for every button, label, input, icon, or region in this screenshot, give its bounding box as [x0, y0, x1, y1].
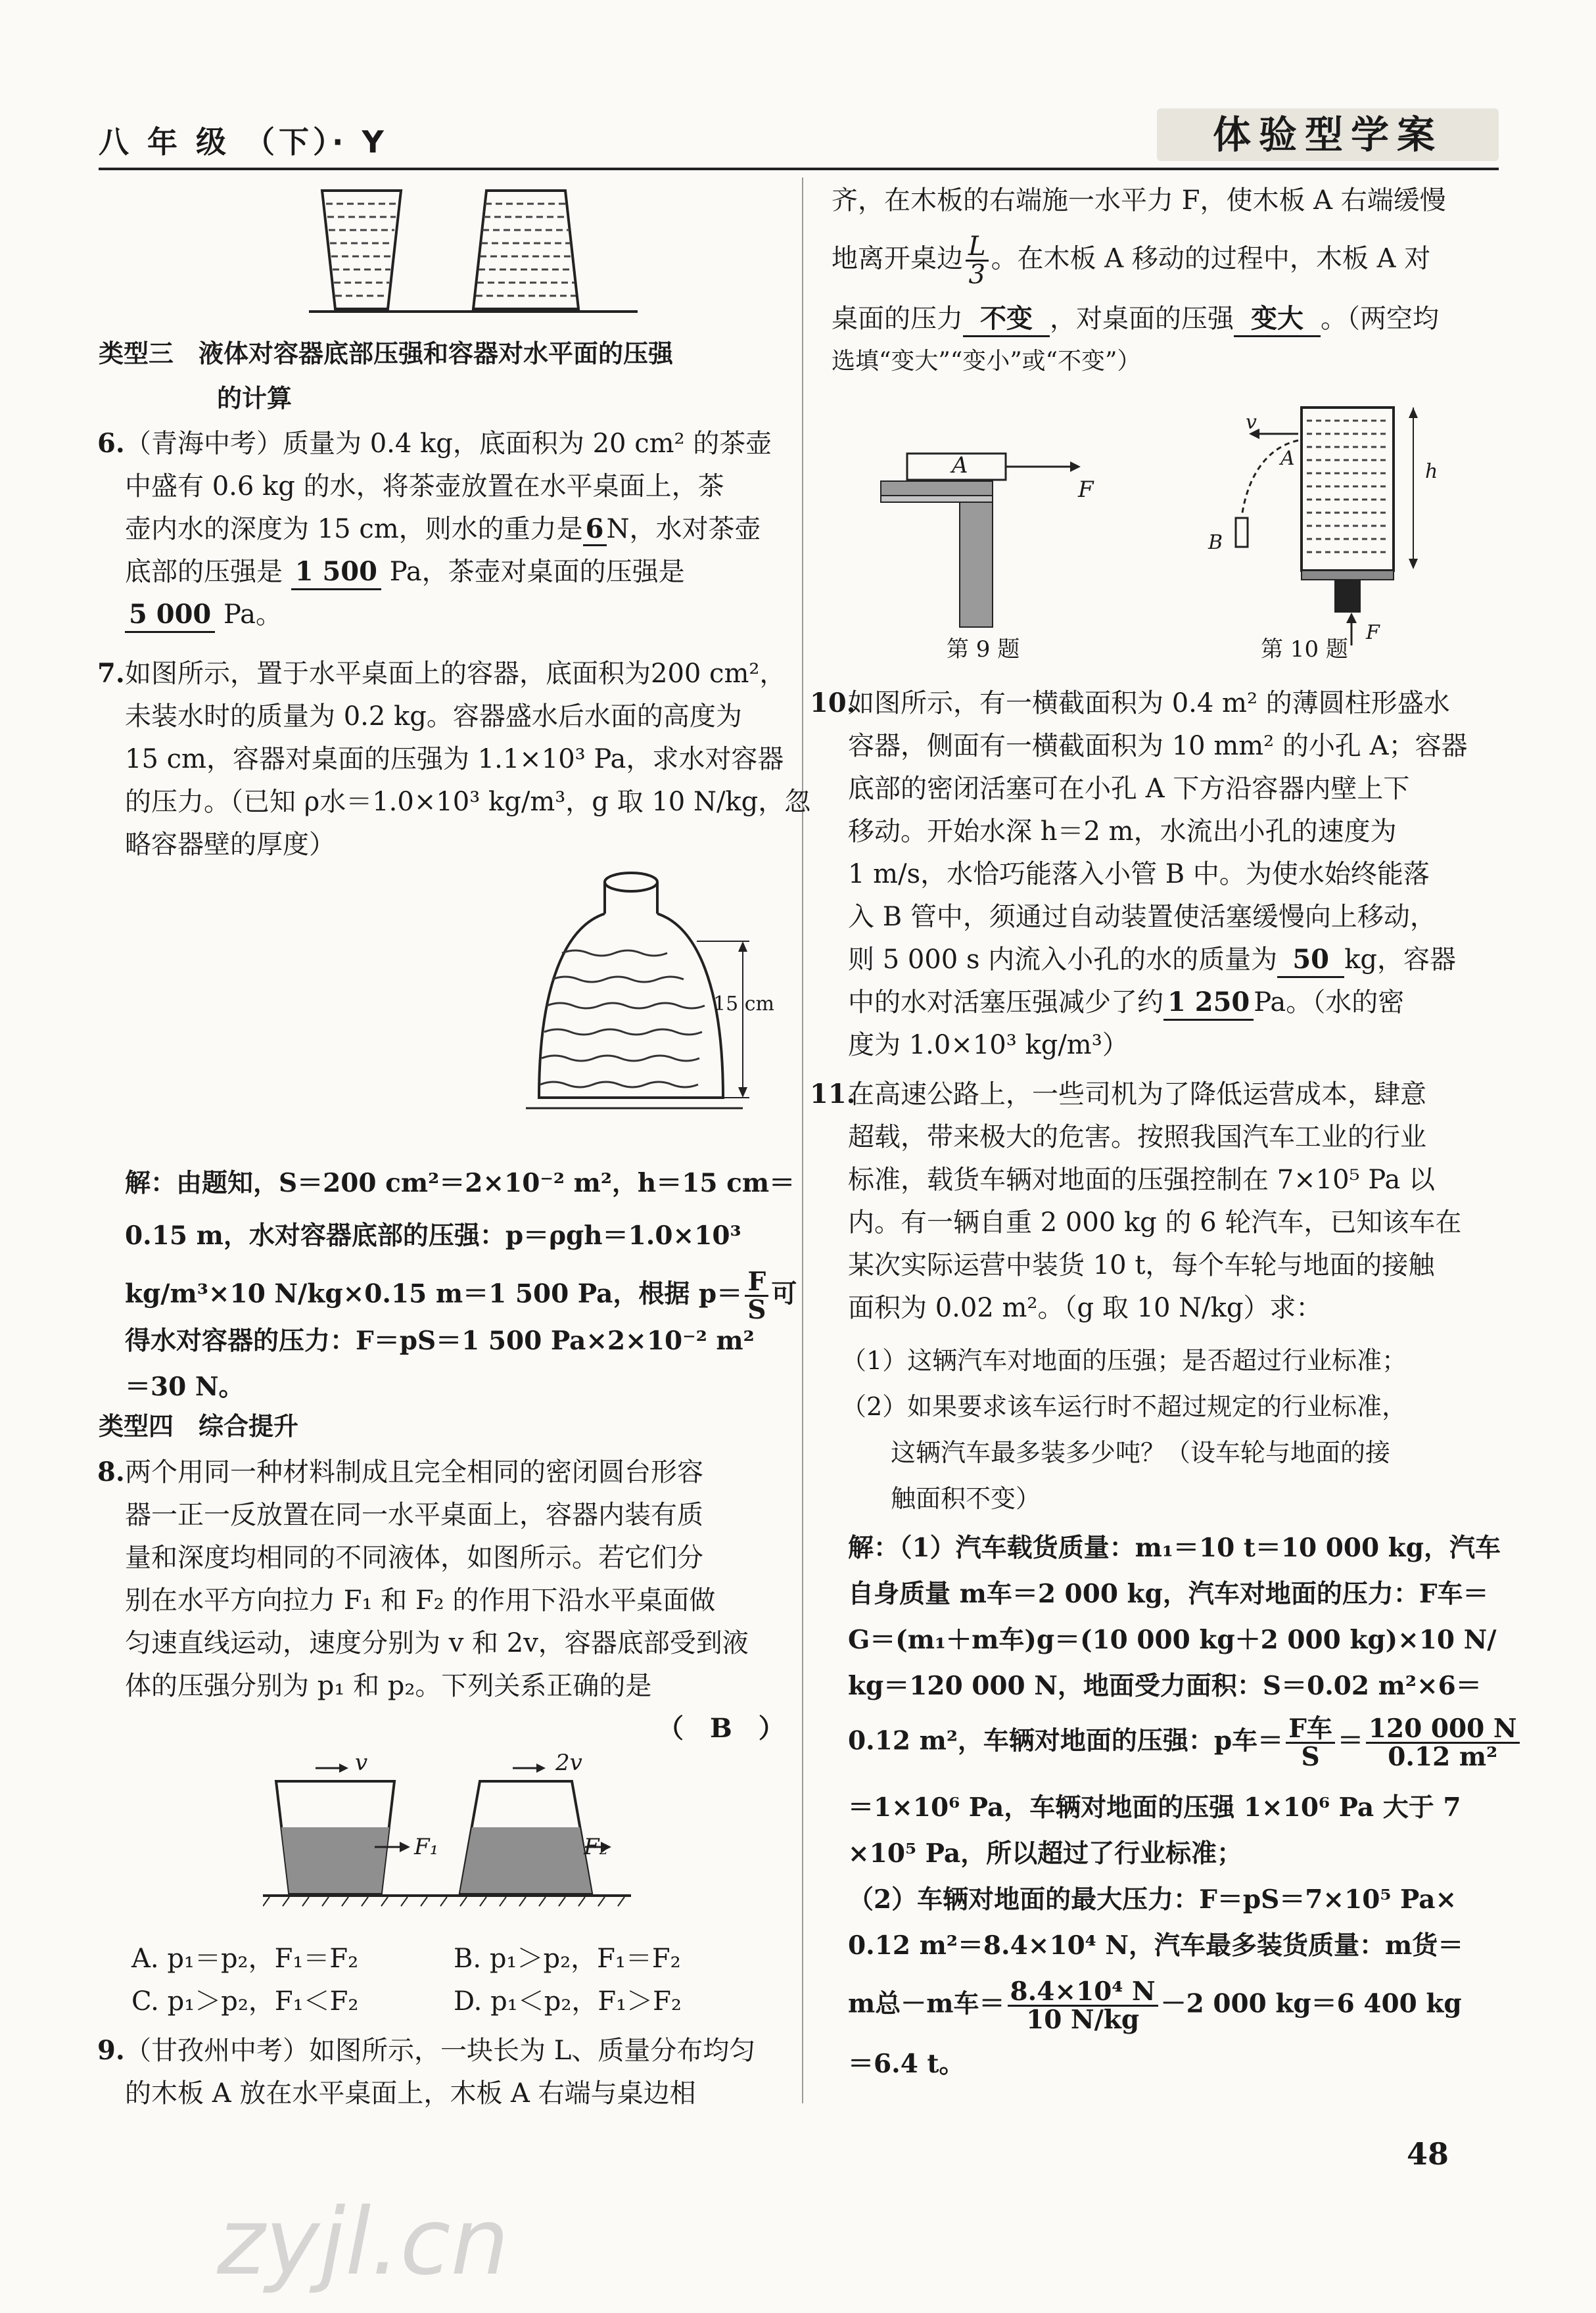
q8-answer: （ B ）	[657, 1713, 785, 1744]
q6-answer-1: 6	[583, 513, 607, 546]
q11-line: 标准，载货车辆对地面的压强控制在 7×10⁵ Pa 以	[848, 1165, 1436, 1195]
q9c-line: 选填“变大”“变小”或“不变”）	[832, 348, 1141, 375]
q11-part-2: （2）如果要求该车运行时不超过规定的行业标准，	[841, 1392, 1407, 1421]
fig10-label-h: h	[1425, 460, 1438, 483]
q11-solution-line: G＝(m₁＋m车)g＝(10 000 kg＋2 000 kg)×10 N/	[848, 1625, 1497, 1655]
q9c-line: 桌面的压力 不变 ，对桌面的压强 变大 。（两空均	[832, 299, 1439, 339]
fig10-label-b: B	[1208, 531, 1223, 554]
q9-number: 9.	[97, 2035, 125, 2066]
q10-answer-2: 1 250	[1163, 986, 1254, 1021]
q11-part-1: （1）这辆汽车对地面的压强；是否超过行业标准；	[841, 1346, 1407, 1375]
q11-solution-line: 0.12 m²＝8.4×10⁴ N，汽车最多装货质量：m货＝	[848, 1930, 1464, 1961]
watermark: zyjl.cn	[217, 2189, 509, 2296]
q9-answer-1: 不变	[963, 302, 1050, 337]
q6-line: 底部的压强是 1 500 Pa，茶壶对桌面的压强是	[125, 552, 685, 592]
q6-number: 6.	[97, 428, 125, 459]
q8-line: 体的压强分别为 p₁ 和 p₂。下列关系正确的是	[125, 1671, 652, 1701]
q8-fig-f2: F₂	[584, 1834, 609, 1860]
cups-figure	[309, 184, 638, 322]
q7-line: 略容器壁的厚度）	[125, 829, 335, 860]
type4-heading: 类型四 综合提升	[99, 1412, 299, 1441]
q11-line: 在高速公路上，一些司机为了降低运营成本，肆意	[848, 1079, 1426, 1110]
q7-line: 的压力。（已知 ρ水＝1.0×10³ kg/m³，g 取 10 N/kg，忽	[125, 787, 811, 817]
q10-number: 10.	[810, 688, 856, 718]
q9c-line: 齐，在木板的右端施一水平力 F，使木板 A 右端缓慢	[832, 185, 1446, 216]
fig10-caption: 第 10 题	[1261, 636, 1348, 663]
q6-line: 中盛有 0.6 kg 的水，将茶壶放置在水平桌面上，茶	[125, 471, 724, 502]
q7-solution-line: ＝30 N。	[125, 1372, 245, 1402]
q11-solution-line: ＝6.4 t。	[848, 2049, 965, 2079]
q10-line: 如图所示，有一横截面积为 0.4 m² 的薄圆柱形盛水	[848, 688, 1450, 718]
q11-part-2-cont: 这辆汽车最多装多少吨？（设车轮与地面的接	[891, 1438, 1391, 1467]
q8-line: 量和深度均相同的不同液体，如图所示。若它们分	[125, 1543, 703, 1573]
q7-line: 未装水时的质量为 0.2 kg。容器盛水后水面的高度为	[125, 701, 742, 732]
column-divider	[802, 177, 803, 2103]
q7-line: 15 cm，容器对桌面的压强为 1.1×10³ Pa，求水对容器	[125, 744, 784, 774]
q10-line: 底部的密闭活塞可在小孔 A 下方沿容器内壁上下	[848, 774, 1410, 804]
header-right-title: 体验型学案	[1212, 112, 1443, 157]
q9-answer-2: 变大	[1234, 302, 1321, 337]
q6-line: （青海中考）质量为 0.4 kg，底面积为 20 cm² 的茶壶	[125, 429, 772, 459]
fig9-label-f: F	[1078, 477, 1094, 503]
type3-heading: 类型三 液体对容器底部压强和容器对水平面的压强	[99, 339, 674, 368]
q11-solution-line: ＝1×10⁶ Pa，车辆对地面的压强 1×10⁶ Pa 大于 7	[848, 1792, 1461, 1823]
q8-option-c[interactable]: C. p₁＞p₂，F₁＜F₂	[131, 1986, 359, 2017]
q11-line: 内。有一辆自重 2 000 kg 的 6 轮汽车，已知该车在	[848, 1207, 1462, 1238]
fig10-label-f: F	[1366, 621, 1380, 644]
q11-solution-line: 自身质量 m车＝2 000 kg，汽车对地面的压力：F车＝	[848, 1579, 1489, 1609]
fig10	[1196, 394, 1433, 651]
q11-solution-line: ×10⁵ Pa，所以超过了行业标准；	[848, 1838, 1243, 1869]
q10-line: 移动。开始水深 h＝2 m，水流出小孔的速度为	[848, 816, 1397, 847]
q7-line: 如图所示，置于水平桌面上的容器，底面积为200 cm²，	[125, 659, 786, 689]
q10-line: 1 m/s，水恰巧能落入小管 B 中。为使水始终能落	[848, 859, 1430, 889]
q7-solution-line: 0.15 m，水对容器底部的压强：p＝ρgh＝1.0×10³	[125, 1221, 741, 1251]
q6-line: 5 000 Pa。	[125, 595, 282, 634]
q10-answer-1: 50	[1277, 943, 1344, 978]
fig9-label-a: A	[952, 452, 968, 479]
q8-line: 匀速直线运动，速度分别为 v 和 2v，容器底部受到液	[125, 1628, 749, 1658]
q11-solution-line: kg＝120 000 N，地面受力面积：S＝0.02 m²×6＝	[848, 1671, 1482, 1701]
q8-option-b[interactable]: B. p₁＞p₂，F₁＝F₂	[454, 1944, 681, 1974]
q8-line: 器一正一反放置在同一水平桌面上，容器内装有质	[125, 1500, 703, 1530]
q10-line: 容器，侧面有一横截面积为 10 mm² 的小孔 A；容器	[848, 731, 1468, 761]
q8-option-a[interactable]: A. p₁＝p₂，F₁＝F₂	[131, 1944, 359, 1974]
q8-fig-f1: F₁	[414, 1834, 439, 1860]
fig9-caption: 第 9 题	[947, 636, 1020, 663]
q11-solution-line: 解：（1）汽车载货质量：m₁＝10 t＝10 000 kg，汽车	[848, 1533, 1501, 1563]
q10-line: 则 5 000 s 内流入小孔的水的质量为 50 kg，容器	[848, 940, 1456, 979]
q11-solution-line: m总－m车＝ $\frac{\text{8.4×10⁴ N}}{10 N/kg}$ －2 000 kg＝6 400 kg	[848, 1976, 1462, 2035]
type3-heading-cont: 的计算	[217, 384, 293, 413]
q11-number: 11.	[810, 1079, 856, 1110]
q8-fig-v: v	[355, 1750, 368, 1776]
q11-line: 面积为 0.02 m²。（g 取 10 N/kg）求：	[848, 1293, 1323, 1323]
q6-line: 壶内水的深度为 15 cm，则水的重力是 6 N，水对茶壶	[125, 509, 761, 549]
fig10-label-a: A	[1280, 447, 1295, 470]
q9-line: （甘孜州中考）如图所示，一块长为 L、质量分布均匀	[125, 2036, 756, 2066]
q10-line: 中的水对活塞压强减少了约 1 250 Pa。（水的密	[848, 983, 1404, 1022]
q8-line: 别在水平方向拉力 F₁ 和 F₂ 的作用下沿水平桌面做	[125, 1585, 716, 1616]
q10-line: 度为 1.0×10³ kg/m³）	[848, 1030, 1129, 1060]
q8-option-d[interactable]: D. p₁＜p₂，F₁＞F₂	[454, 1986, 682, 2017]
q7-solution-line: kg/m³×10 N/kg×0.15 m＝1 500 Pa，根据 p＝ $\frac{F}{S}$ 可	[125, 1267, 797, 1325]
q7-solution-line: 解：由题知，S＝200 cm²＝2×10⁻² m²，h＝15 cm＝	[125, 1168, 795, 1198]
q11-solution-line: （2）车辆对地面的最大压力：F＝pS＝7×10⁵ Pa×	[848, 1884, 1457, 1915]
q7-solution-line: 得水对容器的压力：F＝pS＝1 500 Pa×2×10⁻² m²	[125, 1326, 755, 1356]
q10-line: 入 B 管中，须通过自动装置使活塞缓慢向上移动，	[848, 902, 1436, 932]
q11-part-2-cont: 触面积不变）	[891, 1484, 1041, 1513]
q7-number: 7.	[97, 658, 125, 689]
q8-line: 两个用同一种材料制成且完全相同的密闭圆台形容	[125, 1457, 703, 1487]
cup-narrow-bottom	[322, 191, 401, 309]
q6-answer-3: 5 000	[125, 598, 215, 633]
fig9	[874, 434, 1137, 631]
header-right-banner	[1157, 108, 1499, 161]
fig10-label-v: v	[1246, 411, 1257, 434]
q6-answer-2: 1 500	[291, 555, 381, 590]
q11-line: 超载，带来极大的危害。按照我国汽车工业的行业	[848, 1122, 1426, 1152]
q9c-line: 地离开桌边 $\frac{L}{3}$ 。在木板 A 移动的过程中，木板 A 对	[832, 231, 1431, 290]
header-rule	[99, 168, 1499, 170]
page-number: 48	[1407, 2136, 1449, 2172]
q8-fig-2v: 2v	[555, 1750, 582, 1776]
cup-wide-bottom	[473, 191, 578, 309]
q8-number: 8.	[97, 1457, 125, 1487]
q11-solution-line: 0.12 m²，车辆对地面的压强：p车＝ $\frac{\text{F车}}{S}$ ＝ $\frac{120 000 N}{\text{0.12 m²}}$	[848, 1716, 1522, 1770]
q11-line: 某次实际运营中装货 10 t，每个车轮与地面的接触	[848, 1250, 1435, 1280]
fig7-height-label: 15 cm	[713, 993, 774, 1016]
q9-line: 的木板 A 放在水平桌面上，木板 A 右端与桌边相	[125, 2078, 696, 2109]
header-left: 八 年 级 （下）· Y	[99, 124, 388, 160]
